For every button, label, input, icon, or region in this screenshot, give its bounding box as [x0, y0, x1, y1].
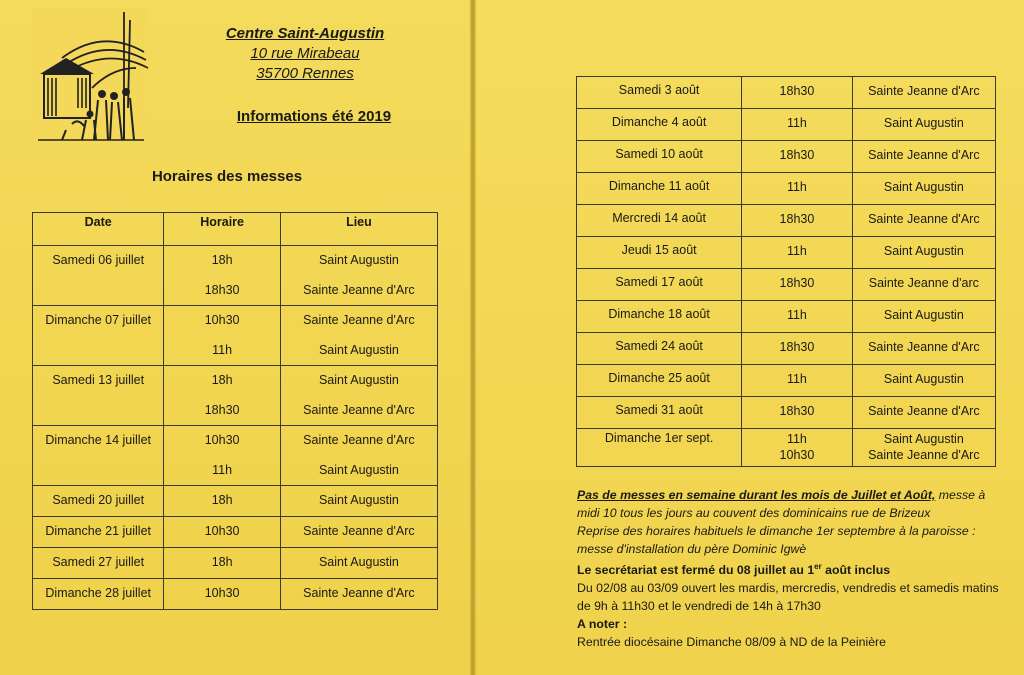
date-cell: Dimanche 14 juillet [33, 426, 164, 486]
time-cell [164, 306, 280, 366]
time-value: 18h [211, 373, 233, 387]
date-cell: Samedi 17 août [577, 269, 742, 301]
time-value: 18h [211, 253, 233, 267]
notes-block [577, 486, 1009, 651]
time-value: 11h [786, 432, 807, 446]
place-value: Sainte Jeanne d'Arc [303, 433, 415, 447]
time-value: 18h30 [779, 212, 815, 226]
date-cell: Dimanche 28 juillet [33, 579, 164, 610]
secretariat-hours-note: Du 02/08 au 03/09 ouvert les mardis, mercredis, vendredis et samedis matins de 9h à 11h30 et le vendredi de 14h à 17h30 [577, 581, 999, 614]
time-cell [164, 548, 280, 579]
table-row [577, 141, 996, 173]
time-value: 11h [786, 116, 807, 130]
place-value: Sainte Jeanne d'Arc [868, 148, 980, 162]
place-cell [852, 397, 995, 429]
table-row [33, 246, 438, 306]
date-cell: Dimanche 4 août [577, 109, 742, 141]
time-value: 18h30 [779, 276, 815, 290]
time-cell [164, 486, 280, 517]
place-value: Sainte Jeanne d'Arc [303, 524, 415, 538]
place-value: Saint Augustin [318, 555, 399, 569]
section-title: Horaires des messes [151, 168, 303, 185]
table-row [577, 205, 996, 237]
table-row [577, 301, 996, 333]
time-value: 10h30 [204, 524, 240, 538]
time-cell [164, 426, 280, 486]
parish-logo-icon [32, 8, 150, 143]
place-value: Saint Augustin [318, 343, 399, 357]
time-value: 11h [786, 308, 807, 322]
place-cell [280, 548, 437, 579]
place-value: Sainte Jeanne d'Arc [868, 340, 980, 354]
date-cell: Jeudi 15 août [577, 237, 742, 269]
time-value: 11h [786, 244, 807, 258]
place-value: Saint Augustin [883, 308, 964, 322]
place-cell [852, 269, 995, 301]
time-cell [742, 429, 852, 467]
weekday-note-text: messe à midi 10 tous les jours au couvent des dominicains rue de Brizeux [577, 488, 986, 520]
place-value: Sainte Jeanne d'Arc [868, 212, 980, 226]
table-row [577, 429, 996, 467]
table-header-row [33, 213, 438, 246]
place-value: Saint Augustin [318, 493, 399, 507]
date-cell: Samedi 20 juillet [33, 486, 164, 517]
date-cell: Samedi 31 août [577, 397, 742, 429]
date-cell: Samedi 10 août [577, 141, 742, 173]
time-cell [742, 173, 852, 205]
time-value: 18h30 [779, 404, 815, 418]
place-value: Sainte Jeanne d'Arc [868, 448, 980, 462]
place-cell [280, 246, 437, 306]
table-row [33, 486, 438, 517]
date-cell: Samedi 13 juillet [33, 366, 164, 426]
place-cell [852, 429, 995, 467]
table-row [33, 426, 438, 486]
date-cell: Samedi 06 juillet [33, 246, 164, 306]
time-value: 18h30 [779, 340, 815, 354]
place-cell [280, 486, 437, 517]
date-cell: Dimanche 25 août [577, 365, 742, 397]
date-cell: Dimanche 21 juillet [33, 517, 164, 548]
place-value: Saint Augustin [883, 244, 964, 258]
place-value: Saint Augustin [883, 432, 964, 446]
table-row [33, 306, 438, 366]
place-value: Sainte Jeanne d'Arc [303, 586, 415, 600]
time-value: 18h30 [204, 283, 240, 297]
time-cell [164, 579, 280, 610]
weekday-note [577, 486, 1009, 522]
time-value: 18h [211, 555, 233, 569]
time-value: 11h [212, 343, 233, 357]
date-cell: Dimanche 18 août [577, 301, 742, 333]
date-cell: Samedi 3 août [577, 77, 742, 109]
column-header-date: Date [33, 213, 164, 246]
time-value: 18h30 [779, 84, 815, 98]
table-row [577, 109, 996, 141]
place-cell [852, 237, 995, 269]
rentree-note: Rentrée diocésaine Dimanche 08/09 à ND de la Peinière [577, 635, 886, 650]
time-cell [742, 109, 852, 141]
date-cell: Dimanche 1er sept. [577, 429, 742, 467]
place-cell [852, 77, 995, 109]
table-row [33, 579, 438, 610]
place-cell [852, 109, 995, 141]
time-cell [742, 333, 852, 365]
time-value: 10h30 [204, 433, 240, 447]
time-value: 11h [212, 463, 233, 477]
table-row [577, 77, 996, 109]
page-fold [470, 0, 476, 675]
place-value: Saint Augustin [318, 463, 399, 477]
time-value: 11h [786, 180, 807, 194]
date-cell: Dimanche 07 juillet [33, 306, 164, 366]
time-value: 18h [211, 493, 233, 507]
time-value: 11h [786, 372, 807, 386]
table-row [577, 333, 996, 365]
place-value: Saint Augustin [883, 116, 964, 130]
time-cell [742, 237, 852, 269]
time-value: 18h30 [779, 148, 815, 162]
time-cell [742, 397, 852, 429]
place-cell [852, 365, 995, 397]
time-value: 10h30 [204, 313, 240, 327]
time-cell [164, 246, 280, 306]
place-cell [852, 301, 995, 333]
place-value: Saint Augustin [318, 253, 399, 267]
a-noter-heading: A noter : [577, 617, 628, 632]
table-row [577, 237, 996, 269]
july-mass-table [32, 212, 438, 610]
time-cell [742, 269, 852, 301]
place-value: Sainte Jeanne d'arc [868, 276, 979, 290]
date-cell: Dimanche 11 août [577, 173, 742, 205]
column-header-horaire: Horaire [164, 213, 280, 246]
time-cell [742, 365, 852, 397]
street-address: 10 rue Mirabeau [250, 45, 360, 62]
place-value: Sainte Jeanne d'Arc [303, 403, 415, 417]
weekday-note-heading: Pas de messes en semaine durant les mois de Juillet et Août, [577, 488, 936, 502]
place-cell [852, 333, 995, 365]
time-value: 18h30 [204, 403, 240, 417]
place-value: Saint Augustin [318, 373, 399, 387]
table-row [577, 365, 996, 397]
time-cell [742, 77, 852, 109]
table-row [33, 548, 438, 579]
place-value: Saint Augustin [883, 180, 964, 194]
info-title: Informations été 2019 [236, 108, 392, 125]
place-value: Sainte Jeanne d'Arc [303, 313, 415, 327]
place-cell [852, 205, 995, 237]
place-cell [280, 426, 437, 486]
table-row [577, 173, 996, 205]
place-cell [852, 141, 995, 173]
place-cell [280, 306, 437, 366]
place-cell [280, 366, 437, 426]
date-cell: Samedi 24 août [577, 333, 742, 365]
column-header-lieu: Lieu [280, 213, 437, 246]
time-value: 10h30 [204, 586, 240, 600]
table-row [33, 366, 438, 426]
time-value: 10h30 [779, 448, 815, 462]
place-value: Saint Augustin [883, 372, 964, 386]
table-row [33, 517, 438, 548]
place-value: Sainte Jeanne d'Arc [303, 283, 415, 297]
time-cell [164, 517, 280, 548]
time-cell [164, 366, 280, 426]
resume-note: Reprise des horaires habituels le dimanche 1er septembre à la paroisse : messe d'installation du père Dominic Igwè [577, 524, 976, 556]
date-cell: Samedi 27 juillet [33, 548, 164, 579]
time-cell [742, 301, 852, 333]
city-address: 35700 Rennes [256, 65, 354, 82]
august-mass-table [576, 76, 996, 467]
date-cell: Mercredi 14 août [577, 205, 742, 237]
place-cell [280, 579, 437, 610]
secretariat-closed-note: Le secrétariat est fermé du 08 juillet au 1er août inclus [577, 562, 891, 578]
time-cell [742, 205, 852, 237]
place-cell [280, 517, 437, 548]
place-cell [852, 173, 995, 205]
place-value: Sainte Jeanne d'Arc [868, 84, 980, 98]
place-value: Sainte Jeanne d'Arc [868, 404, 980, 418]
table-row [577, 397, 996, 429]
table-row [577, 269, 996, 301]
org-name: Centre Saint-Augustin [225, 25, 385, 42]
time-cell [742, 141, 852, 173]
